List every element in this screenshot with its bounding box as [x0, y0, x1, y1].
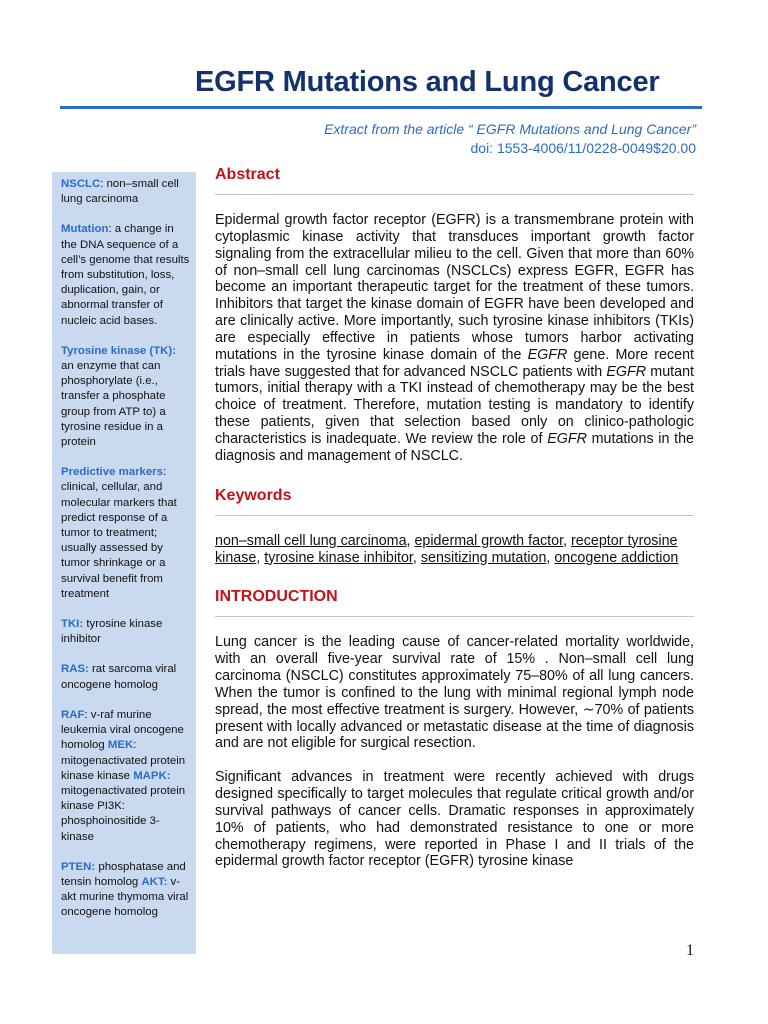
gene-name: EGFR [527, 346, 568, 363]
glossary-term: RAS: [61, 663, 89, 676]
glossary-definition: mitogenactivated protein kinase PI3K: phosphoinositide 3-kinase [61, 784, 186, 843]
glossary-separator: : [162, 466, 167, 479]
abstract-text: mutations in the diagnosis and management of NSCLC. [215, 430, 694, 464]
title-underline [60, 106, 702, 109]
section-divider [215, 515, 694, 516]
glossary-definition: v-raf murine leukemia viral oncogene homolog [61, 708, 184, 752]
glossary-separator: : [108, 223, 115, 236]
glossary-term: Predictive markers [61, 466, 163, 479]
keywords-heading: Keywords [215, 486, 292, 504]
abstract-heading: Abstract [215, 166, 280, 183]
keyword-separator: , [406, 532, 415, 549]
abstract-text: mutant tumors, initial therapy with a TKI instead of chemotherapy may be the best choice of treatment. Therefore, mutation testing is mandatory to identify these patients, given that selection based only on clinico-pathologic characteristics is inadequate. We review the role of [215, 363, 694, 447]
section-divider [215, 616, 694, 617]
glossary-separator: : [100, 178, 107, 190]
glossary-term: MAPK: [133, 769, 171, 782]
glossary-entry [61, 177, 190, 207]
keywords-list [215, 533, 694, 567]
glossary-separator: : [84, 708, 91, 721]
keyword-link[interactable]: epidermal growth factor [414, 532, 564, 549]
document-title: EGFR Mutations and Lung Cancer [195, 66, 660, 98]
glossary-entry [61, 860, 190, 921]
keyword-separator: , [412, 549, 421, 566]
section-divider [215, 194, 694, 195]
glossary-entry [61, 708, 190, 845]
glossary-term: MEK [107, 739, 134, 752]
abstract-paragraph [215, 212, 694, 465]
glossary-definition: tyrosine kinase inhibitor [61, 618, 163, 646]
keyword-separator: , [546, 549, 555, 566]
glossary-term: TKI: [61, 618, 84, 631]
introduction-paragraph: Significant advances in treatment were recently achieved with drugs designed specifically to target molecules that regulate critical growth and/or survival pathways of cancer cells. Dramatic responses in approximately 10% of patients, who had demonstrated resistance to one or more chemotherapy regimens, were reported in Phase I and II trials of the epidermal growth factor receptor (EGFR) tyrosine kinase [215, 769, 694, 870]
keyword-separator: , [256, 549, 265, 566]
glossary-term: NSCLC [61, 178, 101, 190]
glossary-entry [61, 662, 190, 692]
glossary-entry [61, 465, 190, 602]
main-content [215, 166, 694, 870]
extract-line: Extract from the article “ EGFR Mutations and Lung Cancer” [324, 121, 696, 137]
gene-name: EGFR [606, 363, 647, 380]
glossary-term: Tyrosine kinase (TK): [61, 344, 176, 357]
article-source [324, 120, 696, 158]
glossary-definition: clinical, cellular, and molecular markers that predict response of a tumor to treatment; usually assessed by tumor shrinkage or a survival benefit from treatment [61, 481, 177, 600]
glossary-term: PTEN: [61, 860, 96, 873]
keyword-link[interactable]: receptor tyrosine kinase [215, 532, 678, 566]
introduction-heading: INTRODUCTION [215, 588, 338, 606]
glossary-term: RAF [61, 708, 85, 721]
introduction-paragraph: Lung cancer is the leading cause of cancer-related mortality worldwide, with an overall five-year survival rate of 15% . Non–small cell lung carcinoma (NSCLC) constitutes approximately 75–80% of all lung cancers. When the tumor is confined to the lung with minimal regional lymph node spread, the most effective treatment is surgery. However, ∼70% of patients present with locally advanced or metastatic disease at the time of diagnosis and are not eligible for surgical resection. [215, 634, 694, 752]
gene-name: EGFR [547, 430, 587, 447]
keyword-separator: , [563, 532, 572, 549]
keyword-link[interactable]: sensitizing mutation [420, 549, 547, 566]
glossary-definition: an enzyme that can phosphorylate (i.e., transfer a phosphate group from ATP to) a tyrosine residue in a protein [61, 360, 166, 449]
glossary-separator: : [133, 739, 137, 752]
page-number: 1 [686, 942, 694, 959]
glossary-entry [61, 617, 190, 647]
glossary-definition: rat sarcoma viral oncogene homolog [61, 663, 177, 691]
keyword-link[interactable]: oncogene addiction [554, 549, 679, 566]
glossary-term: Mutation [61, 223, 109, 236]
glossary-entry [61, 222, 190, 328]
glossary-entry [61, 344, 190, 450]
glossary-sidebar [52, 172, 196, 954]
glossary-definition: non–small cell lung carcinoma [61, 178, 179, 206]
doi-line: doi: 1553-4006/11/0228-0049$20.00 [470, 140, 696, 156]
glossary-term: AKT: [141, 875, 168, 888]
glossary-definition: phosphatase and tensin homolog [61, 860, 186, 888]
keyword-link[interactable]: tyrosine kinase inhibitor [264, 549, 413, 566]
glossary-definition: mitogenactivated protein kinase kinase [61, 754, 186, 782]
abstract-text: gene. More recent trials have suggested that for advanced NSCLC patients with [215, 346, 694, 380]
keyword-link[interactable]: non–small cell lung carcinoma [215, 532, 407, 549]
glossary-definition: a change in the DNA sequence of a cell’s genome that results from substitution, loss, duplication, gain, or abnormal transfer of nucleic acid bases. [61, 223, 190, 327]
abstract-text: Epidermal growth factor receptor (EGFR) is a transmembrane protein with cytoplasmic kinase activity that transduces important growth factor signaling from the extracellular milieu to the cell. Given that more than 60% of non–small cell lung carcinomas (NSCLCs) express EGFR, EGFR has become an important therapeutic target for the treatment of these tumors. Inhibitors that target the kinase domain of EGFR have been developed and are clinically active. More importantly, such tyrosine kinase inhibitors (TKIs) are especially effective in patients whose tumors harbor activating mutations in the tyrosine kinase domain of the [215, 212, 694, 363]
glossary-definition: v-akt murine thymoma viral oncogene homolog [61, 875, 189, 919]
